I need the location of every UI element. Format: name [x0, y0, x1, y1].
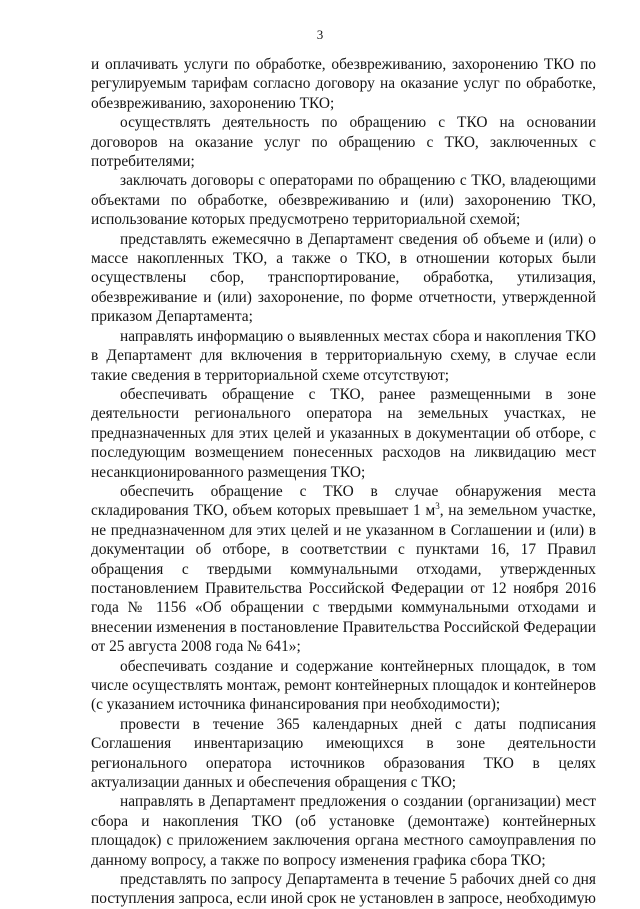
paragraph-proposals: направлять в Департамент предложения о создании (организации) мест сбора и накопления ТКО (об установке (демонтаже) контейнерных площадок) с приложением заключения органа местного самоуправления по данному вопросу, а также по вопросу изменения графика сбора ТКО;: [91, 793, 596, 869]
paragraph-waste-over-volume-end: , на земельном участке, не предназначенном для этих целей и не указанном в Соглашении и (или) в документации об отборе, в соответствии с пунктами 16, 17 Правил обращения с твердыми коммунальными отходами, утвержденных постановлением Правительства Российской Федерации от 12 ноября 2016 года № 1156 «Об обращении с твердыми коммунальными отходами и внесении изменения в постановление Правительства Российской Федерации от 25 августа 2008 года № 641»;: [91, 502, 596, 656]
paragraph-operators: заключать договоры с операторами по обращению с ТКО, владеющими объектами по обработке, обезвреживанию и (или) захоронению ТКО, использование которых предусмотрено территориальной схемой;: [91, 172, 596, 229]
document-body: [91, 55, 596, 909]
paragraph-waste-over-volume: [91, 482, 596, 657]
paragraph-collection-places: направлять информацию о выявленных местах сбора и накопления ТКО в Департамент для включения в территориальную схему, в случае если такие сведения в территориальной схеме отсутствуют;: [91, 327, 596, 384]
paragraph-information-request: представлять по запросу Департамента в течение 5 рабочих дней со дня поступления запроса, если иной срок не установлен в запросе, необходимую: [91, 871, 596, 908]
paragraph-continuation: и оплачивать услуги по обработке, обезвреживанию, захоронению ТКО по регулируемым тарифам согласно договору на оказание услуг по обработке, обезвреживанию, захоронению ТКО;: [91, 56, 596, 112]
paragraph-monthly-report: представлять ежемесячно в Департамент сведения об объеме и (или) о массе накопленных ТКО, а также о ТКО, в отношении которых были осуществлены сбор, транспортирование, обработка, утилизация, обезвреживание и (или) захоронение, по форме отчетности, утвержденной приказом Департамента;: [91, 230, 596, 326]
paragraph-contracts: осуществлять деятельность по обращению с ТКО на основании договоров на оказание услуг по обращению с ТКО, заключенных с потребителями;: [91, 114, 596, 171]
paragraph-inventory: провести в течение 365 календарных дней с даты подписания Соглашения инвентаризацию имеющихся в зоне деятельности регионального оператора источников образования ТКО в целях актуализации данных и обеспечения обращения с ТКО;: [91, 715, 596, 792]
page-number: 3: [316, 27, 324, 42]
paragraph-container-sites: обеспечивать создание и содержание контейнерных площадок, в том числе осуществлять монтаж, ремонт контейнерных площадок и контейнеров (с указанием источника финансирования при необходимости);: [91, 657, 596, 714]
paragraph-waste-over-volume-start: обеспечить обращение с ТКО в случае обнаружения места складирования ТКО, объем которых превышает 1 м: [91, 482, 596, 520]
paragraph-unauthorized-disposal: обеспечивать обращение с ТКО, ранее размещенными в зоне деятельности регионального оператора на земельных участках, не предназначенных для этих целей и указанных в документации об отборе, с последующим возмещением понесенных расходов на ликвидацию мест несанкционированного размещения ТКО;: [91, 385, 596, 481]
cubic-superscript: 3: [435, 501, 440, 512]
